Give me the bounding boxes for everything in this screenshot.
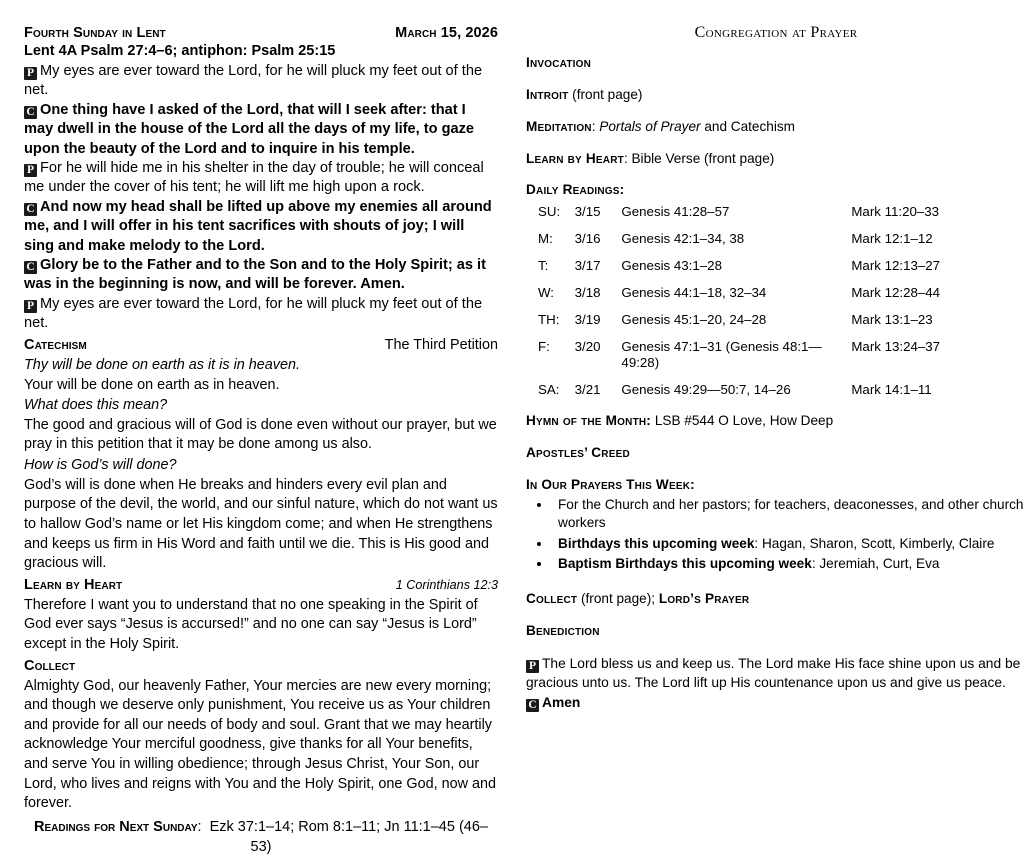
table-row: [538, 334, 1004, 377]
table-row: [538, 280, 1004, 307]
psalm-verse-text: My eyes are ever toward the Lord, for he will pluck my feet out of the net.: [24, 295, 483, 332]
catechism-header-row: [24, 336, 498, 355]
next-sunday-separator: :: [197, 818, 202, 835]
reading-nt: Mark 11:20–33: [851, 204, 940, 219]
table-row: [538, 377, 1004, 404]
reading-ot: Genesis 47:1–31 (Genesis 48:1—49:28): [621, 339, 822, 370]
psalm-verse-list: [24, 62, 498, 334]
reading-nt: Mark 12:1–12: [851, 231, 933, 246]
collect-heading: Collect: [24, 657, 76, 674]
reading-nt: Mark 13:24–37: [851, 339, 941, 354]
order-item-invocation: [526, 54, 1024, 72]
petition-text-italic: Thy will be done on earth as it is in heaven.: [24, 356, 300, 373]
catechism-question-2: How is God’s will done?: [24, 456, 177, 473]
reading-date: 3/19: [574, 312, 601, 327]
catechism-question-1: What does this mean?: [24, 396, 168, 413]
pastor-glyph-icon: P: [24, 300, 37, 313]
list-item: [552, 496, 1024, 533]
hymn-of-the-month: [526, 412, 1024, 430]
reading-day: TH:: [538, 312, 560, 327]
psalm-verse-text: For he will hide me in his shelter in the day of trouble; he will conceal me under the cover of his tent; he will lift me high upon a rock.: [24, 160, 484, 196]
benediction-text-row: [526, 654, 1024, 693]
psalm-verse: [24, 62, 498, 101]
catechism-petition-label: The Third Petition: [384, 336, 498, 353]
pastor-glyph-icon: P: [526, 660, 539, 673]
table-row: [538, 199, 1004, 226]
collect-text: Almighty God, our heavenly Father, Your mercies are new every morning; and though we deserve only punishment, You receive us as Your children and provide for all our needs of body and soul. Grant that we may heartily acknowledge Your merciful goodness, give thanks for all Your benefits, and serve You in willing obedience; through Jesus Christ, Your Son, our Lord, who lives and reigns with You and the Holy Spirit, one God, now and forever.: [24, 677, 496, 812]
reading-date: 3/15: [574, 204, 601, 219]
learn-by-heart-right-value: : Bible Verse (front page): [623, 151, 775, 166]
prayer-bold-label: Birthdays this upcoming week: [558, 535, 755, 551]
apostles-creed-label: Apostles’ Creed: [526, 445, 630, 460]
reading-date: 3/20: [574, 339, 601, 354]
introit-label: Introit: [526, 87, 569, 102]
reading-day: SU:: [538, 204, 561, 219]
order-item-meditation: [526, 118, 1024, 136]
psalm-verse: [24, 101, 498, 159]
list-item: [552, 535, 1024, 553]
prayer-request-list: [526, 496, 1024, 574]
benediction-text: The Lord bless us and keep us. The Lord make His face shine upon us and be gracious unto us. The Lord lift up His countenance upon us and give us peace.: [526, 655, 1021, 691]
reading-ot: Genesis 41:28–57: [621, 204, 730, 219]
list-item: [552, 555, 1024, 573]
reading-ot: Genesis 49:29—50:7, 14–26: [621, 382, 791, 397]
reading-day: F:: [538, 339, 550, 354]
collect-lords-prayer-line: [526, 590, 1024, 608]
reading-nt: Mark 13:1–23: [851, 312, 933, 327]
petition-text-plain: Your will be done on earth as in heaven.: [24, 376, 280, 393]
reading-date: 3/17: [574, 258, 601, 273]
pastor-glyph-icon: P: [24, 164, 37, 177]
prayer-text: : Hagan, Sharon, Scott, Kimberly, Claire: [754, 535, 995, 551]
collect-header-row: [24, 657, 498, 676]
prayer-bold-label: Baptism Birthdays this upcoming week: [558, 556, 812, 572]
learn-by-heart-right-label: Learn by Heart: [526, 151, 624, 166]
order-item-learn-by-heart: [526, 150, 1024, 168]
congregation-glyph-icon: C: [24, 203, 37, 216]
collect-right-label: Collect: [526, 590, 578, 606]
reading-date: 3/18: [574, 285, 601, 300]
meditation-separator: :: [591, 119, 600, 134]
daily-readings-label: Daily Readings:: [526, 182, 625, 197]
order-item-introit: [526, 86, 1024, 104]
learn-by-heart-citation: 1 Corinthians 12:3: [395, 577, 498, 592]
congregation-glyph-icon: C: [526, 699, 539, 712]
daily-readings-table: [538, 199, 1004, 404]
next-sunday-readings: [24, 817, 498, 857]
psalm-verse: [24, 198, 498, 256]
reading-day: M:: [538, 231, 553, 246]
next-sunday-label: Readings for Next Sunday: [34, 818, 198, 835]
reading-date: 3/21: [574, 382, 601, 397]
reading-nt: Mark 14:1–11: [851, 382, 932, 397]
congregation-glyph-icon: C: [24, 261, 37, 274]
psalm-verse: [24, 159, 498, 198]
prayers-label: In Our Prayers This Week:: [526, 477, 695, 492]
next-sunday-text: Ezk 37:1–14; Rom 8:1–11; Jn 11:1–45 (46–53): [209, 818, 488, 855]
table-row: [538, 253, 1004, 280]
psalm-verse-text: One thing have I asked of the Lord, that will I seek after: that I may dwell in the house of the Lord all the days of my life, to gaze upon the beauty of the Lord and to inquire in his temple.: [24, 101, 475, 157]
invocation-label: Invocation: [526, 55, 592, 70]
learn-by-heart-heading: Learn by Heart: [24, 576, 123, 593]
congregation-glyph-icon: C: [24, 106, 37, 119]
hymn-value: LSB #544 O Love, How Deep: [651, 413, 834, 428]
hymn-label: Hymn of the Month:: [526, 413, 652, 428]
reading-day: SA:: [538, 382, 560, 397]
collect-right-mid: (front page);: [577, 590, 659, 606]
psalm-verse: [24, 256, 498, 295]
reading-nt: Mark 12:13–27: [851, 258, 941, 273]
reading-day: T:: [538, 258, 549, 273]
reading-ot: Genesis 42:1–34, 38: [621, 231, 745, 246]
amen-row: [526, 693, 1024, 713]
psalm-verse-text: Glory be to the Father and to the Son and to the Holy Spirit; as it was in the beginning is now, and will be forever. Amen.: [24, 257, 486, 293]
reading-nt: Mark 12:28–44: [851, 285, 941, 300]
reading-ot: Genesis 44:1–18, 32–34: [621, 285, 767, 300]
catechism-answer-2: God’s will is done when He breaks and hinders every evil plan and purpose of the devil, the world, and our sinful nature, which do not want us to hallow God’s name or let His kingdom come; and when He strengthens and keeps us firm in His Word and faith until we die. This is His good and gracious will.: [24, 476, 498, 572]
reading-date: 3/16: [574, 231, 601, 246]
catechism-heading: Catechism: [24, 336, 87, 353]
learn-by-heart-text: Therefore I want you to understand that no one speaking in the Spirit of God ever says “Jesus is accursed!” and no one can say “Jesus is Lord” except in the Holy Spirit.: [24, 596, 478, 653]
service-date: March 15, 2026: [395, 25, 498, 41]
meditation-value: and Catechism: [700, 119, 795, 134]
introit-value: (front page): [568, 87, 643, 102]
prayer-text: For the Church and her pastors; for teachers, deaconesses, and other church workers: [558, 497, 1024, 531]
table-row: [538, 226, 1004, 253]
prayer-text: : Jeremiah, Curt, Eva: [811, 556, 940, 572]
congregation-at-prayer-title: Congregation at Prayer: [694, 24, 858, 41]
lords-prayer-label: Lord’s Prayer: [658, 590, 750, 606]
psalm-verse-text: My eyes are ever toward the Lord, for he will pluck my feet out of the net.: [24, 63, 483, 99]
psalm-verse-text: And now my head shall be lifted up above my enemies all around me, and I will offer in his tent sacrifices with shouts of joy; I will sing and make melody to the Lord.: [24, 198, 492, 254]
meditation-publication: Portals of Prayer: [599, 119, 701, 134]
benediction-heading-row: [526, 622, 1024, 640]
psalm-reference: Lent 4A Psalm 27:4–6; antiphon: Psalm 25:15: [24, 43, 336, 59]
pastor-glyph-icon: P: [24, 67, 37, 80]
reading-ot: Genesis 43:1–28: [621, 258, 722, 273]
learn-by-heart-header-row: [24, 576, 498, 595]
reading-ot: Genesis 45:1–20, 24–28: [621, 312, 767, 327]
amen-text: Amen: [542, 694, 581, 710]
table-row: [538, 307, 1004, 334]
apostles-creed: [526, 444, 1024, 462]
psalm-verse: [24, 295, 498, 334]
benediction-label: Benediction: [526, 622, 600, 638]
catechism-answer-1: The good and gracious will of God is done even without our prayer, but we pray in this petition that it may be done among us also.: [24, 416, 497, 453]
meditation-label: Meditation: [526, 119, 592, 134]
service-title-row: [24, 24, 498, 42]
prayers-section: [526, 476, 1024, 494]
right-column: [526, 24, 1024, 791]
page-title: Fourth Sunday in Lent: [24, 25, 166, 41]
reading-day: W:: [538, 285, 555, 300]
left-column: [24, 24, 504, 855]
